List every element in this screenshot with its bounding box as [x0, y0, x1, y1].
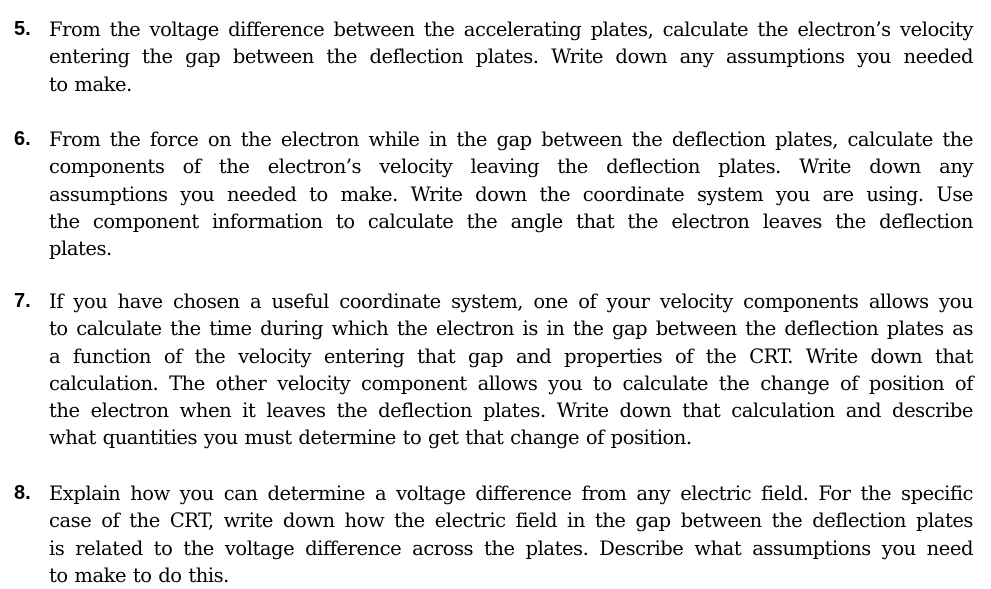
question-number: 7. — [14, 290, 31, 312]
question-number: 6. — [14, 128, 31, 150]
question-line: calculation. The other velocity component allows you to calculate the change of position of — [49, 371, 973, 395]
question-line: Explain how you can determine a voltage difference from any electric field. For the specific — [49, 482, 973, 505]
question-line: the electron when it leaves the deflection plates. Write down that calculation and describe — [49, 399, 973, 423]
question-number: 8. — [14, 482, 31, 504]
question-text — [49, 16, 973, 98]
question-line: to calculate the time during which the electron is in the gap between the deflection plates as — [49, 317, 973, 341]
question-text — [49, 126, 973, 262]
question-line: the component information to calculate the angle that the electron leaves the deflection — [49, 209, 973, 233]
question-line: is related to the voltage difference across the plates. Describe what assumptions you need — [49, 536, 973, 560]
question-line: If you have chosen a useful coordinate system, one of your velocity components allows you — [49, 290, 973, 313]
question-line: entering the gap between the deflection plates. Write down any assumptions you needed — [49, 45, 973, 69]
question-line: From the force on the electron while in the gap between the deflection plates, calculate the — [49, 128, 973, 151]
question-line: case of the CRT, write down how the electric field in the gap between the deflection plates — [49, 509, 973, 533]
question-number: 5. — [14, 18, 31, 40]
question-line: components of the electron’s velocity leaving the deflection plates. Write down any — [49, 155, 973, 179]
question-text — [49, 288, 973, 452]
question-line: what quantities you must determine to get that change of position. — [49, 426, 692, 450]
question-line: a function of the velocity entering that gap and properties of the CRT. Write down that — [49, 344, 973, 368]
question-line: assumptions you needed to make. Write down the coordinate system you are using. Use — [49, 182, 973, 206]
question-line: plates. — [49, 237, 112, 261]
question-text — [49, 480, 973, 589]
question-line: to make. — [49, 72, 132, 96]
question-line: From the voltage difference between the accelerating plates, calculate the electron’s velocity — [49, 18, 973, 41]
question-line: to make to do this. — [49, 563, 229, 587]
